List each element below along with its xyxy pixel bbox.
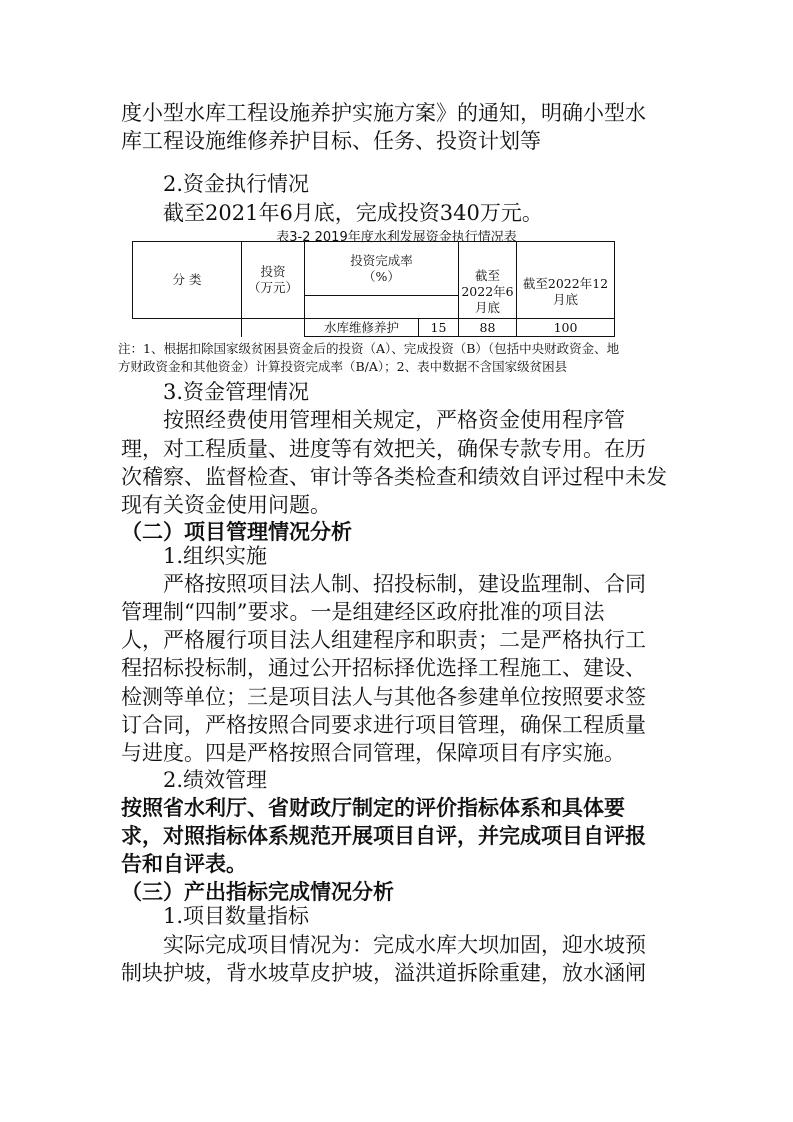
text-line: 告和自评表。 xyxy=(121,852,247,876)
heading-fund-management: 3.资金管理情况 xyxy=(163,380,310,404)
cell-blank xyxy=(242,319,305,337)
table-note: 注：1、根据扣除国家级贫困县资金后的投资（A）、完成投资（B）（包括中央财政资金、地 xyxy=(118,341,620,356)
header-completion-rate-line2: （%） xyxy=(363,268,400,284)
fund-execution-table xyxy=(132,241,615,337)
heading-output-indicators: （三）产出指标完成情况分析 xyxy=(121,880,394,904)
text-line: 次稽察、监督检查、审计等各类检查和绩效自评过程中未发 xyxy=(121,465,667,489)
header-by-2022-jun xyxy=(459,267,517,319)
header-investment-line1: 投资 xyxy=(260,264,286,279)
text-line: 程招标投标制，通过公开招标择优选择工程施工、建设、 xyxy=(121,656,646,680)
cell-2022-dec: 100 xyxy=(517,319,615,337)
heading-fund-execution: 2.资金执行情况 xyxy=(163,172,310,196)
heading-quantity-indicators: 1.项目数量指标 xyxy=(163,904,310,928)
header-completion-rate-line1: 投资完成率 xyxy=(350,252,413,268)
cell-2022-jun: 88 xyxy=(459,319,517,337)
cell-investment: 15 xyxy=(419,319,459,337)
header-category: 分 类 xyxy=(133,242,242,319)
cell-blank xyxy=(133,319,242,337)
text-line: 现有关资金使用问题。 xyxy=(121,493,331,517)
header-completion-rate xyxy=(305,242,459,296)
header-by-2022-dec-line1: 截至2022年12 xyxy=(522,276,609,292)
text-line: 实际完成项目情况为：完成水库大坝加固，迎水坡预 xyxy=(163,933,646,957)
table-caption: 表3-2 2019年度水利发展资金执行情况表 xyxy=(276,230,517,245)
header-blank xyxy=(459,242,517,267)
text-line: 制块护坡，背水坡草皮护坡，溢洪道拆除重建，放水涵闸 xyxy=(121,961,646,985)
header-by-2022-jun-line3: 月底 xyxy=(474,300,500,316)
heading-performance: 2.绩效管理 xyxy=(163,768,268,792)
text-line: 管理制“四制”要求。一是组建经区政府批准的项目法 xyxy=(121,600,605,624)
header-investment-line2: （万元） xyxy=(247,280,298,295)
header-blank xyxy=(305,296,459,319)
text-line: 检测等单位；三是项目法人与其他各参建单位按照要求签 xyxy=(121,685,646,709)
text-line: 理，对工程质量、进度等有效把关，确保专款专用。在历 xyxy=(121,437,646,461)
text-line: 度小型水库工程设施养护实施方案》的通知，明确小型水 xyxy=(121,101,646,125)
table-note: 方财政资金和其他资金）计算投资完成率（B/A）；2、表中数据不含国家级贫困县 xyxy=(118,359,568,374)
header-by-2022-dec-line2: 月底 xyxy=(552,292,578,308)
text-line: 按照经费使用管理相关规定，严格资金使用程序管 xyxy=(163,408,625,432)
header-blank xyxy=(517,242,615,267)
text-line: 严格按照项目法人制、招投标制，建设监理制、合同 xyxy=(163,572,646,596)
heading-organization: 1.组织实施 xyxy=(163,544,268,568)
heading-project-management: （二）项目管理情况分析 xyxy=(121,520,352,544)
header-by-2022-jun-line2: 2022年6 xyxy=(461,284,514,300)
text-line: 截至2021年6月底，完成投资340万元。 xyxy=(163,201,543,225)
text-line: 订合同，严格按照合同要求进行项目管理，确保工程质量 xyxy=(121,713,646,737)
text-line: 求，对照指标体系规范开展项目自评，并完成项目自评报 xyxy=(121,824,646,848)
text-line: 与进度。四是严格按照合同管理，保障项目有序实施。 xyxy=(121,741,625,765)
header-by-2022-dec xyxy=(517,267,615,319)
text-line: 库工程设施维修养护目标、任务、投资计划等 xyxy=(121,129,541,153)
header-investment xyxy=(242,242,305,319)
text-line: 人，严格履行项目法人组建程序和职责；二是严格执行工 xyxy=(121,628,646,652)
cell-row-name: 水库维修养护 xyxy=(305,319,419,337)
header-by-2022-jun-line1: 截至 xyxy=(474,268,500,284)
text-line: 按照省水利厅、省财政厅制定的评价指标体系和具体要 xyxy=(121,796,625,820)
